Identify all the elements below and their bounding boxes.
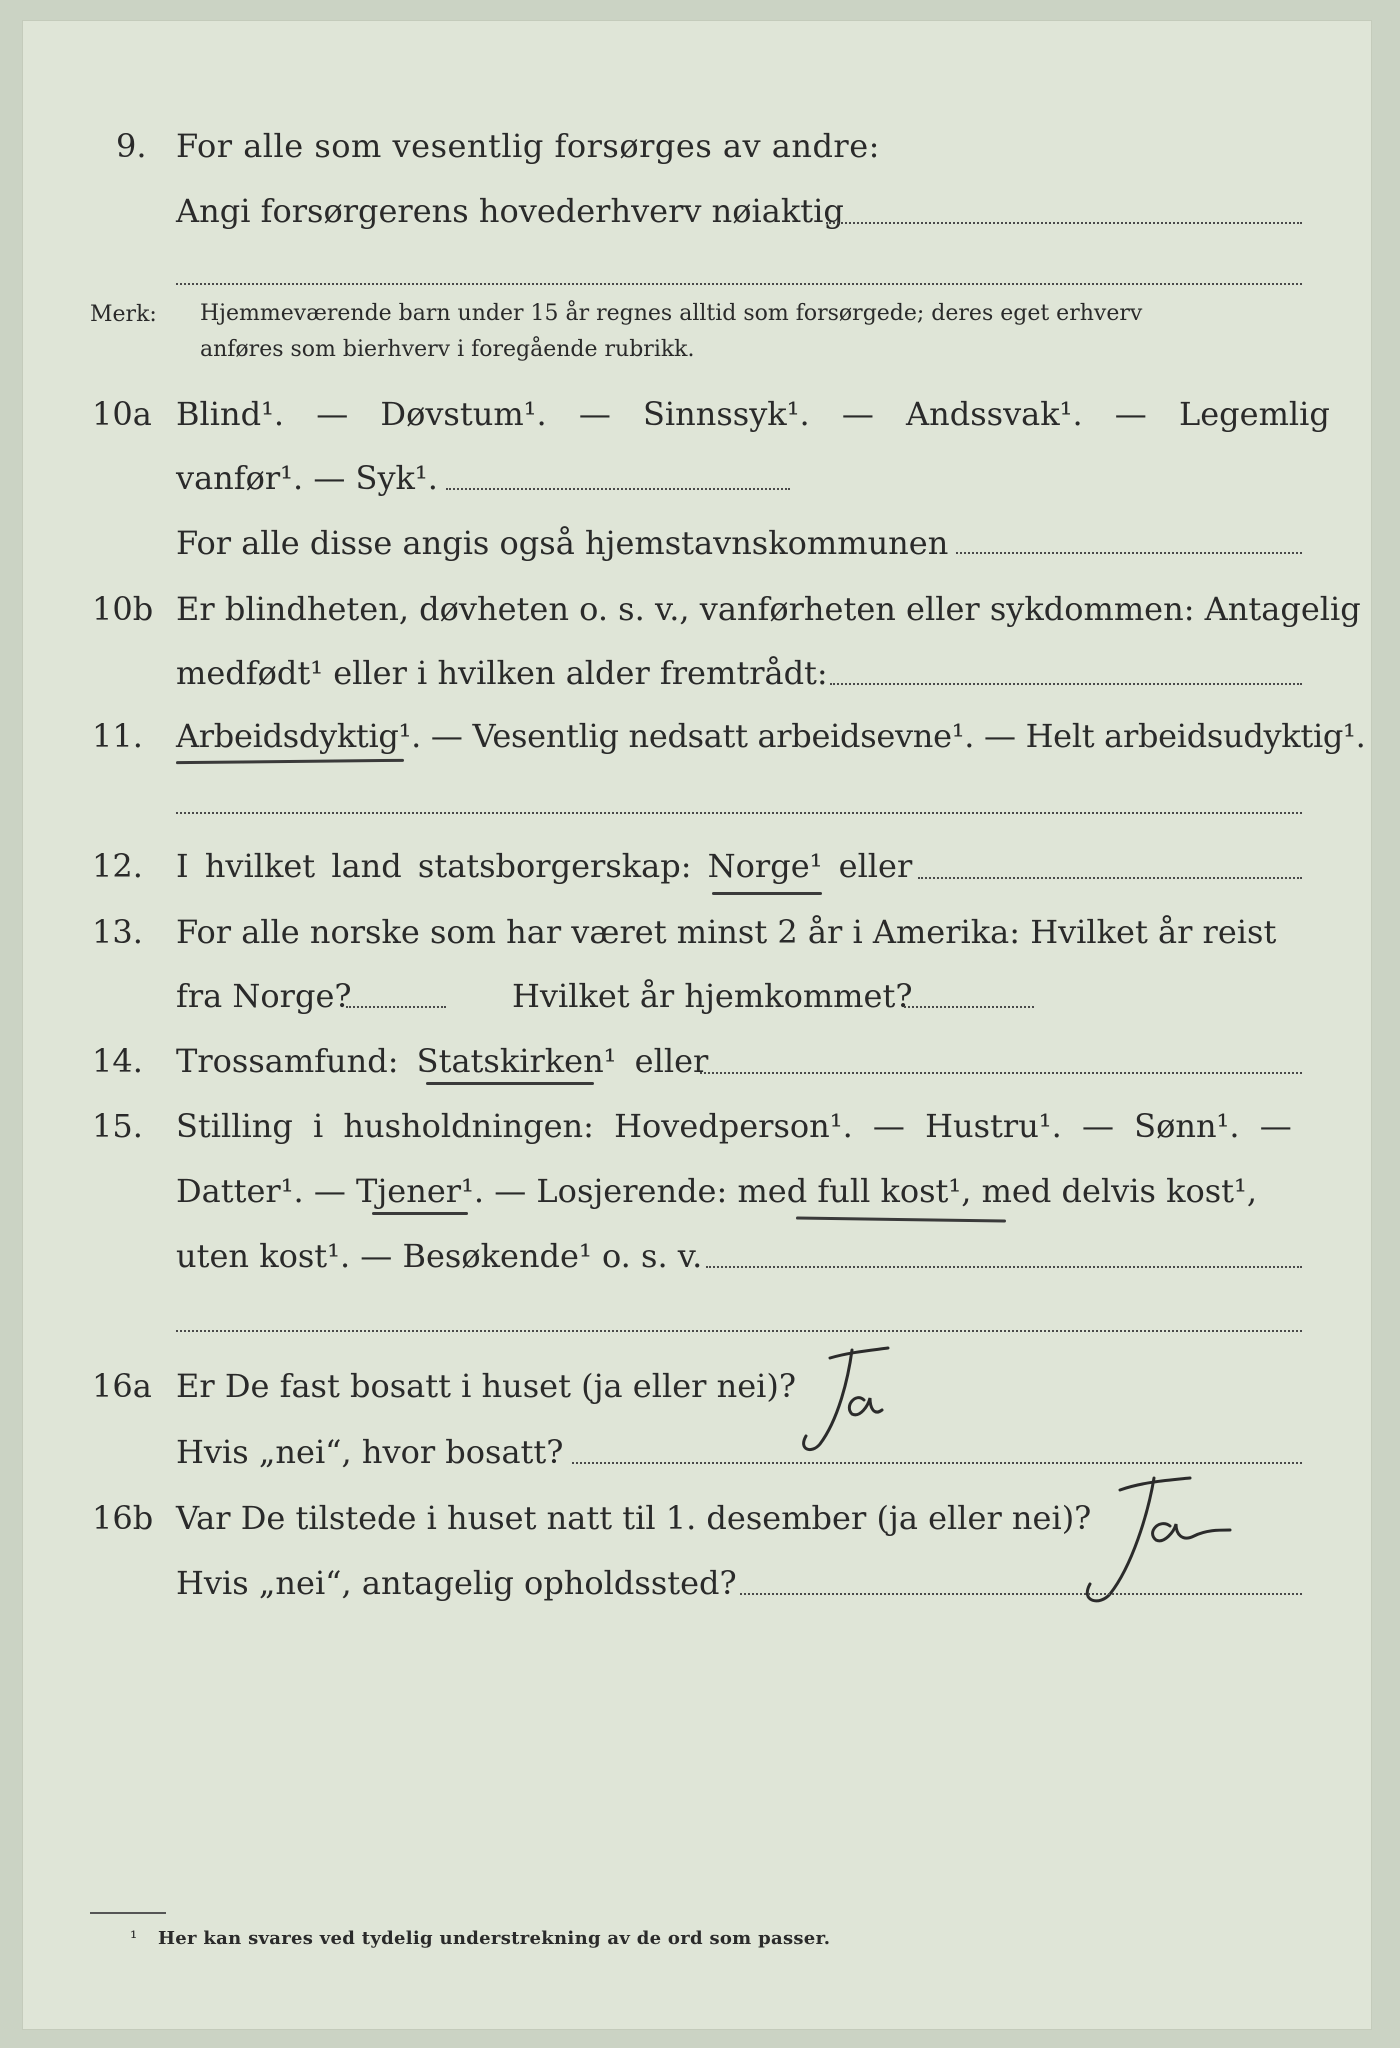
q15-underline-tjener — [372, 1212, 468, 1215]
q13-year-left-line[interactable] — [346, 1006, 446, 1008]
q10a-text-line1: Blind¹. — Døvstum¹. — Sinnssyk¹. — Andssvak¹. — Legemlig — [176, 395, 1330, 433]
q14-underline-statskirken — [426, 1082, 594, 1085]
q15-text-line1: Stilling i husholdningen: Hovedperson¹. — Hustru¹. — Sønn¹. — — [176, 1107, 1292, 1145]
q9-number: 9. — [116, 127, 147, 165]
q14-number: 14. — [92, 1042, 143, 1080]
q16a-handwritten-answer — [790, 1340, 970, 1460]
q16a-number: 16a — [92, 1367, 152, 1405]
q16b-answer-line[interactable] — [740, 1593, 1302, 1595]
q12-underline-norge — [712, 892, 822, 895]
q16b-number: 16b — [92, 1499, 154, 1537]
q15-answer-line-2[interactable] — [176, 1330, 1302, 1332]
q13-text-line2a: fra Norge? — [176, 977, 352, 1015]
footnote-text: Her kan svares ved tydelig understrekning av de ord som passer. — [158, 1928, 831, 1949]
q13-text-line1: For alle norske som har været minst 2 år i Amerika: Hvilket år reist — [176, 913, 1277, 951]
q11-text-line1: Arbeidsdyktig¹. — Vesentlig nedsatt arbeidsevne¹. — Helt arbeidsudyktig¹. — [176, 717, 1366, 755]
q16a-answer-line[interactable] — [572, 1462, 1302, 1464]
q11-answer-line[interactable] — [176, 812, 1302, 814]
footnote-rule — [90, 1912, 166, 1914]
q10a-text-line3: For alle disse angis også hjemstavnskommunen — [176, 524, 949, 562]
q14-text-line1: Trossamfund: Statskirken¹ eller — [176, 1042, 709, 1080]
q9-text-line1: For alle som vesentlig forsørges av andre: — [176, 127, 880, 165]
note-text-line2: anføres som bierhverv i foregående rubrikk. — [200, 337, 695, 362]
q9-answer-line[interactable] — [826, 222, 1302, 224]
q13-year-returned-line[interactable] — [904, 1006, 1034, 1008]
q9-answer-line-2[interactable] — [176, 283, 1302, 285]
q11-number: 11. — [92, 717, 143, 755]
q16b-text-line2: Hvis „nei“, antagelig opholdssted? — [176, 1564, 737, 1602]
q10b-text-line1: Er blindheten, døvheten o. s. v., vanførheten eller sykdommen: Antagelig — [176, 590, 1361, 628]
q15-text-line2: Datter¹. — Tjener¹. — Losjerende: med full kost¹, med delvis kost¹, — [176, 1172, 1258, 1210]
q12-number: 12. — [92, 847, 143, 885]
q12-answer-line[interactable] — [918, 877, 1302, 879]
q14-answer-line[interactable] — [700, 1072, 1302, 1074]
q10b-text-line2: medfødt¹ eller i hvilken alder fremtrådt: — [176, 654, 828, 692]
q10b-answer-line[interactable] — [830, 683, 1302, 685]
q10b-number: 10b — [92, 590, 154, 628]
q16a-text-line2: Hvis „nei“, hvor bosatt? — [176, 1433, 564, 1471]
q15-answer-line[interactable] — [706, 1266, 1302, 1268]
q12-text-line1: I hvilket land statsborgerskap: Norge¹ eller — [176, 847, 913, 885]
footnote-mark: ¹ — [130, 1928, 138, 1949]
q10a-hometown-line[interactable] — [956, 552, 1302, 554]
q9-text-line2: Angi forsørgerens hovederhverv nøiaktig — [176, 192, 844, 230]
q10a-answer-line[interactable] — [446, 488, 790, 490]
q16b-text-line1: Var De tilstede i huset natt til 1. desember (ja eller nei)? — [176, 1499, 1092, 1537]
q15-text-line3: uten kost¹. — Besøkende¹ o. s. v. — [176, 1237, 703, 1275]
q13-text-line2b: Hvilket år hjemkommet? — [512, 977, 913, 1015]
q10a-text-line2: vanfør¹. — Syk¹. — [176, 459, 438, 497]
q16a-text-line1: Er De fast bosatt i huset (ja eller nei)? — [176, 1367, 797, 1405]
note-text-line1: Hjemmeværende barn under 15 år regnes alltid som forsørgede; deres eget erhverv — [200, 301, 1143, 326]
q16b-handwritten-answer — [1050, 1470, 1250, 1610]
q15-number: 15. — [92, 1107, 143, 1145]
q13-number: 13. — [92, 913, 143, 951]
q10a-number: 10a — [92, 395, 152, 433]
note-label: Merk: — [90, 302, 157, 327]
